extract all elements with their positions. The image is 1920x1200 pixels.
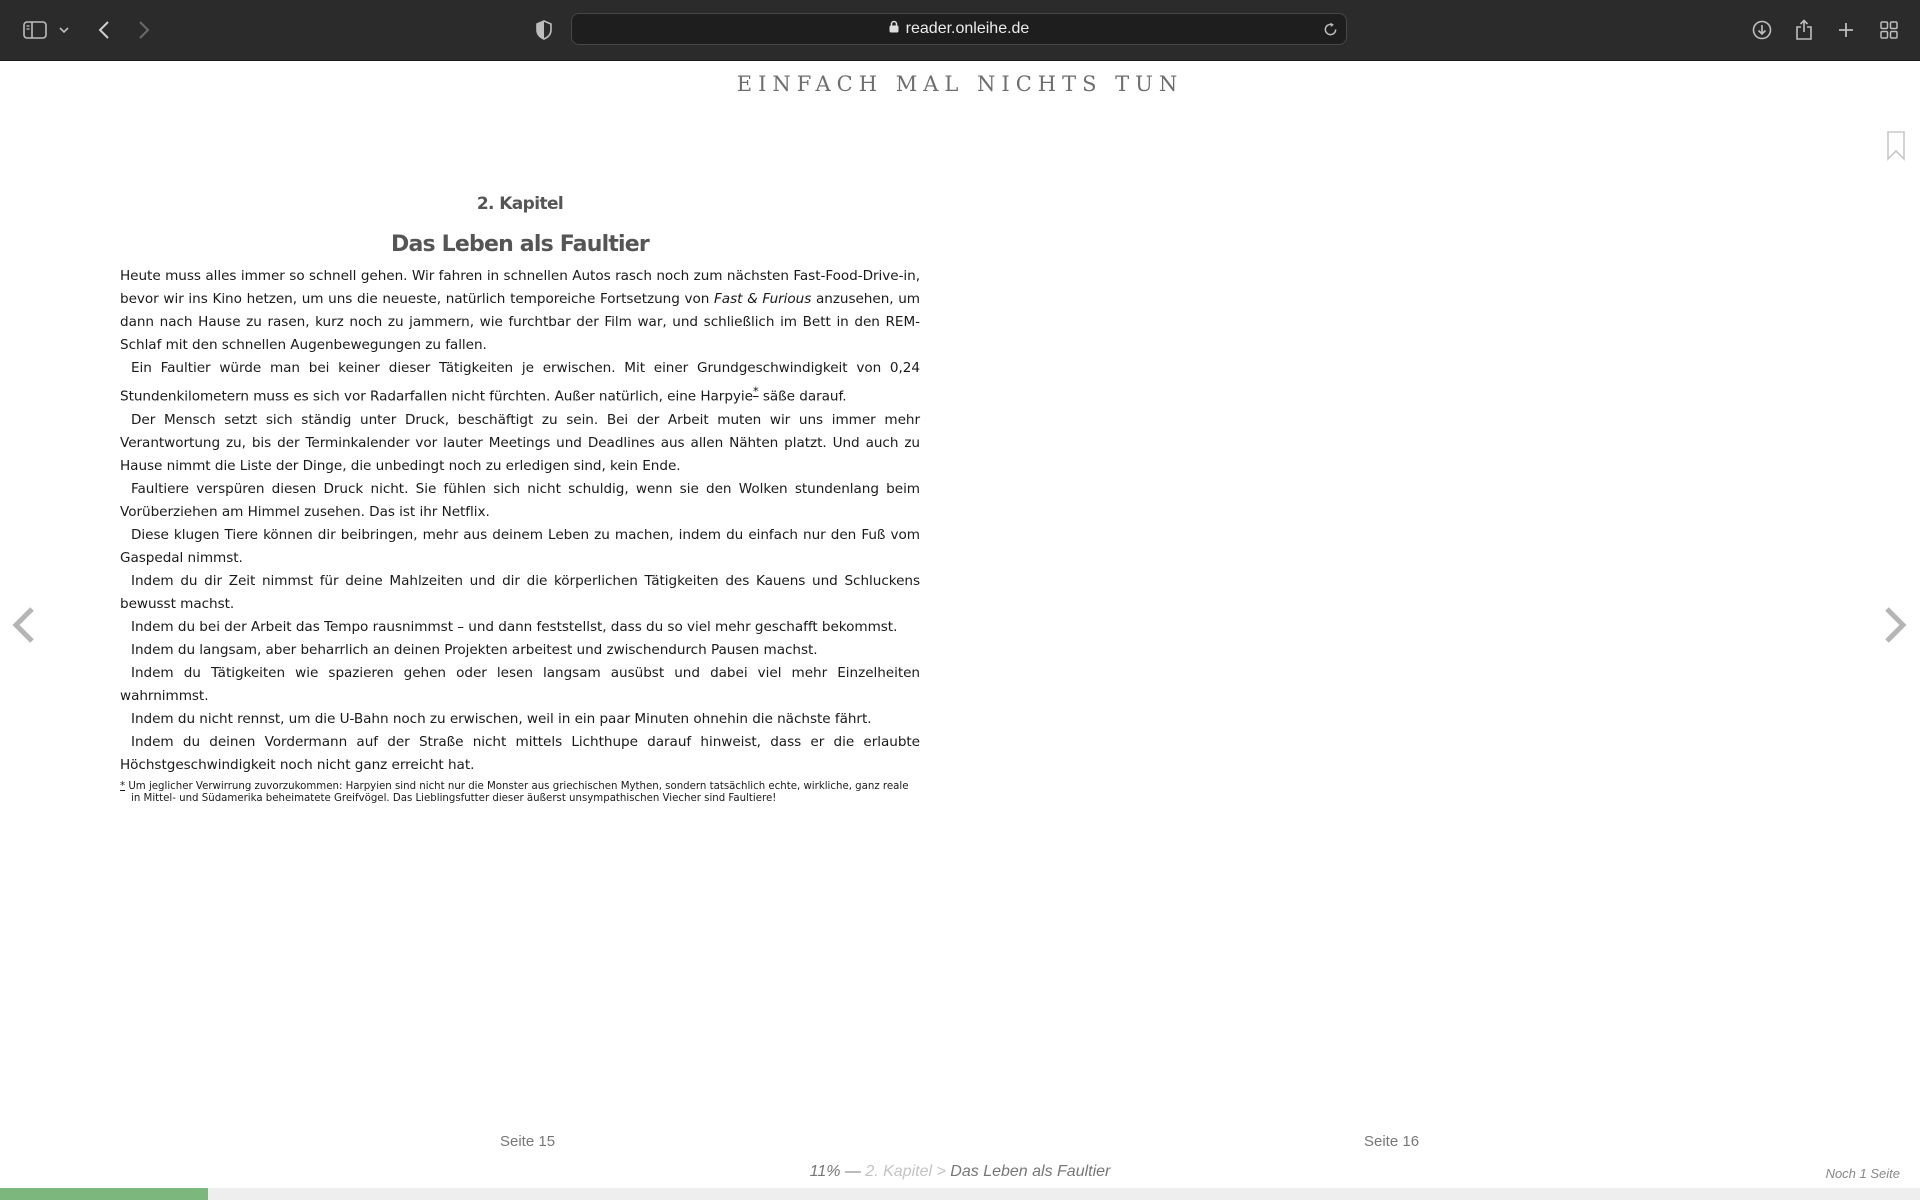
footnote-marker[interactable]: * [752,384,759,398]
privacy-shield-icon[interactable] [533,0,555,60]
address-bar[interactable] [571,13,1347,45]
pages-remaining: Noch 1 Seite [1825,1166,1900,1181]
sidebar-icon[interactable] [20,0,50,60]
progress-percent: 11% — [809,1163,866,1180]
lock-icon [889,20,899,38]
progress-fill [0,1188,208,1200]
chevron-right-icon[interactable] [1879,605,1911,645]
paragraph: Indem du bei der Arbeit das Tempo rausnimmst – und dann feststellst, dass du so viel mehr geschafft bekommst. [131,618,898,635]
chapter-crumb[interactable]: 2. Kapitel > [865,1163,951,1180]
paragraph: Diese klugen Tiere können dir beibringen, mehr aus deinem Leben zu machen, indem du einfach nur den Fuß vom Gaspedal nimmst. [120,526,920,566]
chapter-title: Das Leben als Faultier [391,232,649,257]
chapter-body [120,265,920,777]
download-icon[interactable] [1751,0,1773,60]
forward-arrow-icon[interactable] [134,0,154,60]
paragraph: Ein Faultier würde man bei keiner dieser Tätigkeiten je erwischen. Mit einer Grundgeschwindigkeit von 0,24 Stundenkilometern muss es sich vor Radarfallen nicht fürchten. Außer natürlich, eine Harpyie* säße darauf. [120,360,920,405]
bookmark-icon[interactable] [1886,131,1906,161]
back-arrow-icon[interactable] [94,0,114,60]
footnote: * Um jeglicher Verwirrung zuvorzukommen: Harpyien sind nicht nur die Monster aus griechischen Mythen, sondern tatsächlich echte, wirkliche, ganz reale in Mittel- und Südamerika beheimatete Greifvögel. Das Lieblingsfutter dieser äußerst unsympathischen Viecher sind Faultiere! [120,780,909,805]
page-number-left: Seite 15 [500,1133,556,1150]
paragraph: Indem du nicht rennst, um die U-Bahn noch zu erwischen, weil in ein paar Minuten ohnehin die nächste fährt. [131,710,872,727]
reading-position [0,1163,1920,1181]
section-name: Das Leben als Faultier [950,1163,1111,1180]
film-title: Fast & Furious [714,291,812,307]
paragraph: Indem du Tätigkeiten wie spazieren gehen oder lesen langsam ausübst und dabei viel mehr Einzelheiten wahrnimmst. [120,664,920,704]
share-icon[interactable] [1793,0,1815,60]
paragraph: Heute muss alles immer so schnell gehen. Wir fahren in schnellen Autos rasch noch zum nächsten Fast-Food-Drive-in, bevor wir ins Kino hetzen, um uns die neueste, natürlich temporeiche Fortsetzung von Fast & Furious anzusehen, um dann nach Hause zu rasen, kurz noch zu jammern, wie furchtbar der Film war, und schließlich im Bett in den REM-Schlaf mit den schnellen Augenbewegungen zu fallen. [120,268,920,353]
chevron-down-icon[interactable] [57,0,71,60]
paragraph: Faultiere verspüren diesen Druck nicht. Sie fühlen sich nicht schuldig, wenn sie den Wolken stundenlang beim Vorüberziehen am Himmel zusehen. Das ist ihr Netflix. [120,480,920,520]
paragraph: Indem du dir Zeit nimmst für deine Mahlzeiten und dir die körperlichen Tätigkeiten des Kauens und Schluckens bewusst machst. [120,572,920,612]
url-text: reader.onleihe.de [905,20,1030,37]
browser-toolbar [0,0,1920,61]
tab-grid-icon[interactable] [1878,0,1900,60]
paragraph: Der Mensch setzt sich ständig unter Druck, beschäftigt zu sein. Bei der Arbeit muten wir uns immer mehr Verantwortung zu, bis der Terminkalender vor lauter Meetings und Deadlines aus allen Nähten platzt. Und auch zu Hause nimmt die Liste der Dinge, die unbedingt noch zu erledigen sind, kein Ende. [120,411,920,474]
reload-icon[interactable] [1319,14,1341,44]
page-number-right: Seite 16 [1364,1133,1420,1150]
paragraph: Indem du langsam, aber beharrlich an deinen Projekten arbeitest und zwischendurch Pausen machst. [131,641,818,658]
paragraph: Indem du deinen Vordermann auf der Straße nicht mittels Lichthupe darauf hinweist, dass er die erlaubte Höchstgeschwindigkeit noch nicht ganz erreicht hat. [120,733,920,773]
plus-icon[interactable] [1836,0,1856,60]
book-title: EINFACH MAL NICHTS TUN [736,72,1184,96]
chapter-number: 2. Kapitel [476,194,564,214]
progress-bar[interactable] [0,1188,1920,1200]
footnote-marker: * [120,780,126,792]
left-page [120,186,920,806]
chevron-left-icon[interactable] [8,605,40,645]
